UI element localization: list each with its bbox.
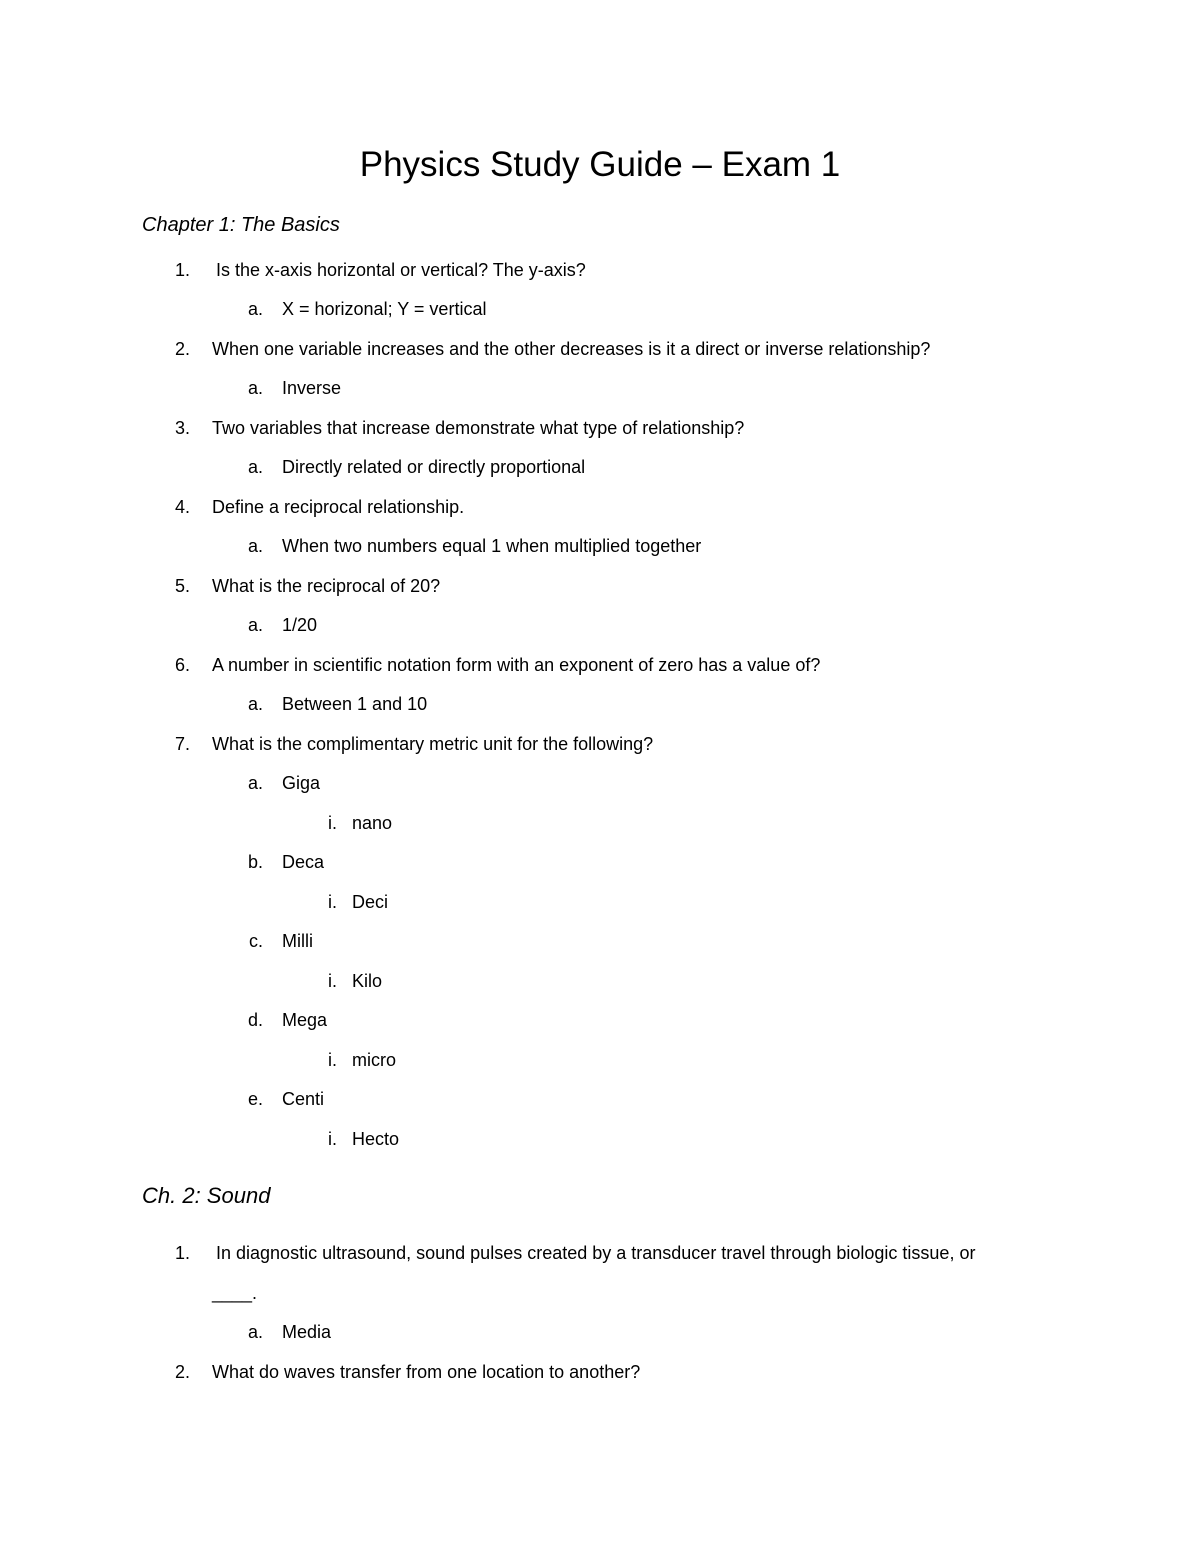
sub-answer-label: i. xyxy=(328,892,337,912)
sub-answer-label: i. xyxy=(328,1050,337,1070)
sub-answer-label: i. xyxy=(328,1129,337,1149)
answer-label: a. xyxy=(247,457,263,477)
answer-text: When two numbers equal 1 when multiplied together xyxy=(282,536,702,556)
sub-answer-text: nano xyxy=(352,813,393,833)
question-text: A number in scientific notation form with an exponent of zero has a value of? xyxy=(212,655,821,675)
question-number: 2. xyxy=(174,1362,190,1382)
sub-answer-text: micro xyxy=(352,1050,396,1070)
answer-text: 1/20 xyxy=(282,615,318,635)
answer-text: Directly related or directly proportional xyxy=(282,457,586,477)
question-number: 1. xyxy=(174,260,190,280)
question-number: 7. xyxy=(174,734,190,754)
sub-answer-label: i. xyxy=(328,971,337,991)
question-number: 2. xyxy=(174,339,190,359)
question-text: Define a reciprocal relationship. xyxy=(212,497,465,517)
question-number: 3. xyxy=(174,418,190,438)
answer-text: Between 1 and 10 xyxy=(282,694,428,714)
answer-label: a. xyxy=(247,536,263,556)
sub-item-text: Giga xyxy=(282,773,321,793)
chapter-1-heading: Chapter 1: The Basics xyxy=(142,214,340,236)
question-text: What is the reciprocal of 20? xyxy=(212,576,441,596)
question-text: What is the complimentary metric unit for the following? xyxy=(212,734,654,754)
sub-item-label: d. xyxy=(247,1010,263,1030)
sub-answer-text: Deci xyxy=(352,892,389,912)
question-text: Two variables that increase demonstrate what type of relationship? xyxy=(212,418,745,438)
question-number: 1. xyxy=(174,1243,190,1263)
question-text: What do waves transfer from one location to another? xyxy=(212,1362,641,1382)
sub-item-label: b. xyxy=(247,852,263,872)
sub-item-text: Mega xyxy=(282,1010,328,1030)
question-number: 5. xyxy=(174,576,190,596)
answer-label: a. xyxy=(247,299,263,319)
sub-item-text: Centi xyxy=(282,1089,325,1109)
answer-label: a. xyxy=(247,378,263,398)
sub-item-text: Deca xyxy=(282,852,325,872)
answer-label: a. xyxy=(247,694,263,714)
answer-label: a. xyxy=(247,615,263,635)
fill-in-blank: ____. xyxy=(212,1283,258,1303)
page-title: Physics Study Guide – Exam 1 xyxy=(359,145,841,184)
sub-answer-text: Hecto xyxy=(352,1129,400,1149)
answer-text: X = horizonal; Y = vertical xyxy=(282,299,487,319)
answer-label: a. xyxy=(247,1322,263,1342)
sub-item-text: Milli xyxy=(282,931,313,951)
sub-answer-text: Kilo xyxy=(352,971,383,991)
sub-answer-label: i. xyxy=(328,813,337,833)
sub-item-label: e. xyxy=(247,1089,263,1109)
answer-text: Media xyxy=(282,1322,332,1342)
chapter-2-heading: Ch. 2: Sound xyxy=(142,1183,271,1208)
sub-item-label: c. xyxy=(248,931,263,951)
question-number: 6. xyxy=(174,655,190,675)
question-text: Is the x-axis horizontal or vertical? The y-axis? xyxy=(216,260,586,280)
question-text: When one variable increases and the other decreases is it a direct or inverse relationship? xyxy=(212,339,931,359)
question-number: 4. xyxy=(174,497,190,517)
answer-text: Inverse xyxy=(282,378,342,398)
question-text: In diagnostic ultrasound, sound pulses created by a transducer travel through biologic tissue, or xyxy=(216,1243,976,1263)
sub-item-label: a. xyxy=(247,773,263,793)
